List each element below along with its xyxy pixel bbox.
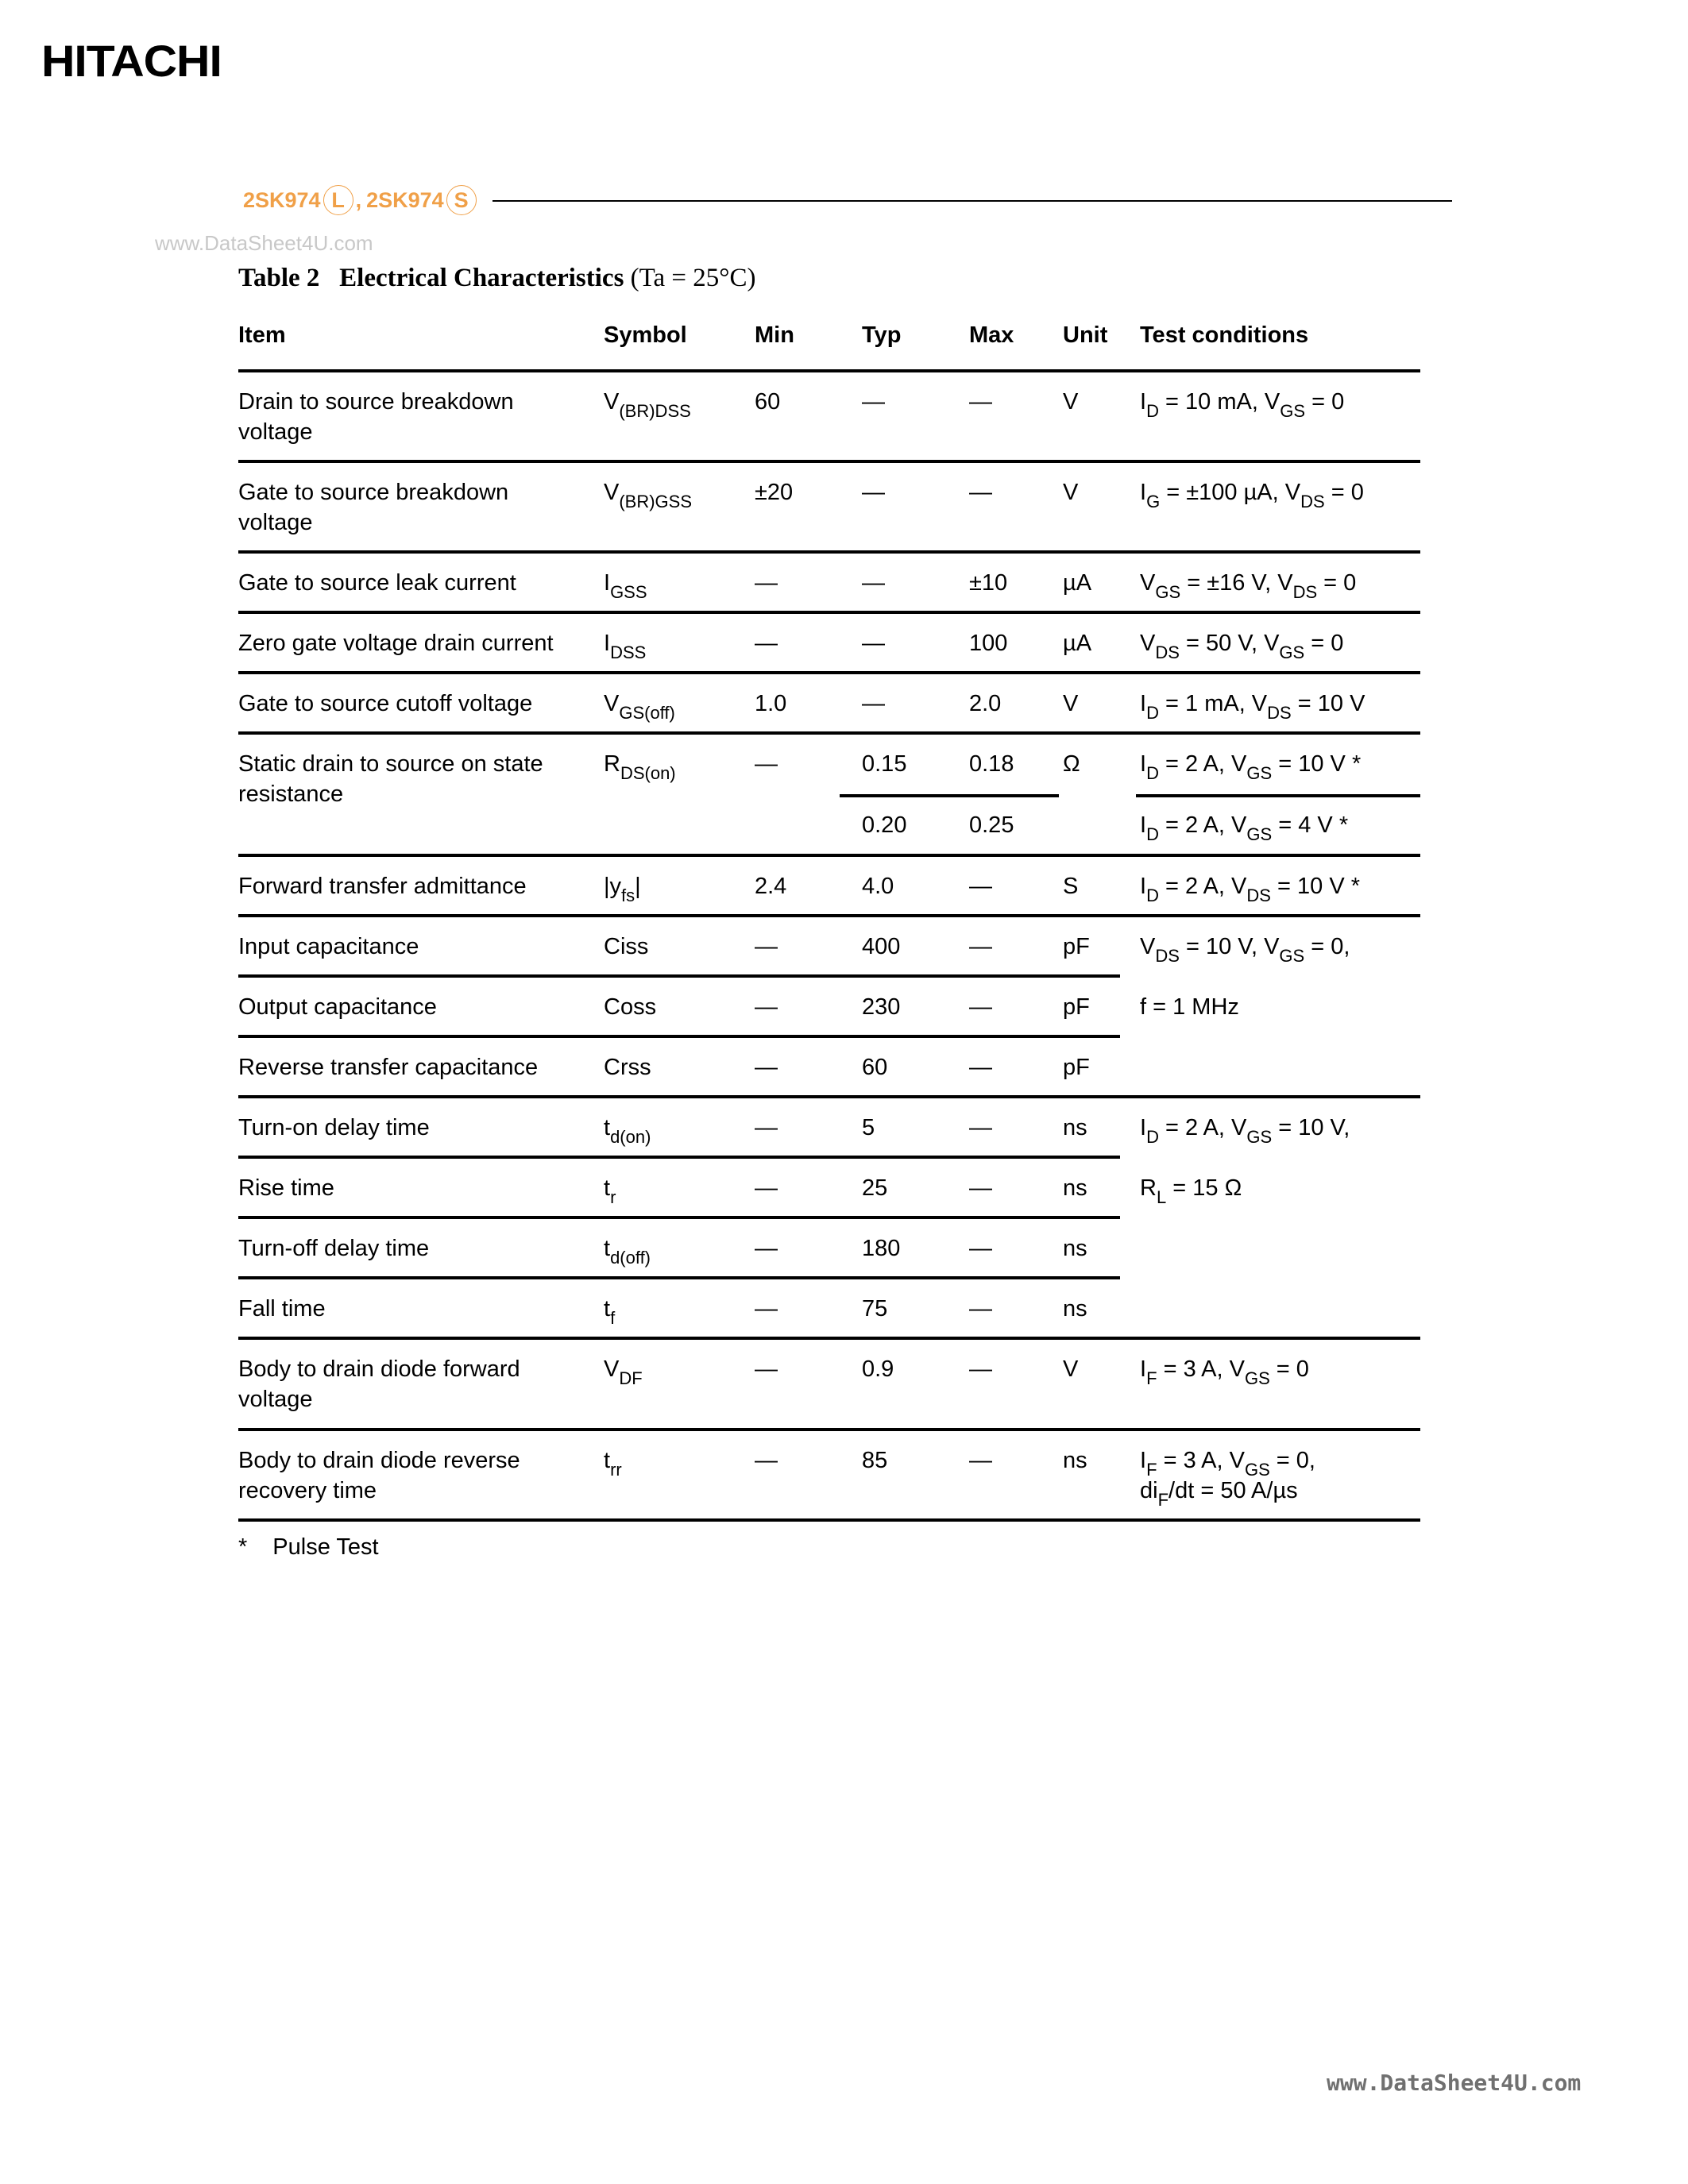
item-label: Gate to source leak current: [238, 570, 516, 596]
symbol-cell: [604, 1173, 616, 1205]
test-condition: [1140, 1113, 1350, 1147]
footnote-text: Pulse Test: [272, 1534, 379, 1560]
max-value: —: [969, 480, 992, 505]
symbol-main: V: [604, 691, 620, 716]
condition-text: V: [1140, 934, 1156, 959]
separator: ,: [355, 187, 362, 212]
condition-text: = 10 V, V: [1179, 934, 1280, 959]
condition-text: = 0: [1324, 480, 1364, 505]
min-value: 1.0: [755, 691, 787, 716]
condition-text: f = 1 MHz: [1140, 994, 1239, 1020]
item-label: Gate to source breakdown: [238, 480, 509, 505]
symbol-cell: [604, 992, 656, 1022]
condition-subscript: G: [1146, 492, 1161, 511]
typ-value: —: [862, 691, 885, 716]
variant-badge-l: L: [323, 185, 353, 215]
typ-value: —: [862, 631, 885, 656]
condition-subscript: L: [1156, 1187, 1167, 1207]
symbol-tail: |: [635, 874, 641, 899]
unit-value: Ω: [1063, 751, 1080, 777]
max-value: —: [969, 1115, 992, 1140]
max-value: —: [969, 1356, 992, 1382]
typ-value: 0.9: [862, 1356, 894, 1382]
typ-value: 25: [862, 1175, 888, 1201]
typ-value: 60: [862, 1055, 888, 1080]
item-label: Body to drain diode reverse: [238, 1448, 520, 1473]
item-label: Rise time: [238, 1175, 334, 1201]
condition-text: = 10 V *: [1272, 751, 1362, 777]
condition-text: = 4 V *: [1272, 812, 1349, 838]
condition-subscript: D: [1146, 763, 1159, 783]
symbol-subscript: d(off): [610, 1248, 651, 1268]
item-label: Turn-on delay time: [238, 1115, 430, 1140]
row-rule: [238, 671, 1420, 674]
symbol-main: Crss: [604, 1055, 651, 1080]
typ-value: 75: [862, 1296, 888, 1322]
header-rule: [238, 369, 1420, 372]
condition-subscript: DS: [1155, 946, 1180, 966]
symbol-cell: [604, 387, 691, 419]
condition-text: = 2 A, V: [1158, 1115, 1247, 1140]
max-value: —: [969, 1055, 992, 1080]
unit-value: pF: [1063, 934, 1090, 959]
condition-text: = 50 V, V: [1179, 631, 1280, 656]
condition-text: I: [1140, 874, 1147, 899]
item-label: Zero gate voltage drain current: [238, 631, 554, 656]
condition-subscript: D: [1146, 886, 1159, 905]
max-value: ±10: [969, 570, 1008, 596]
max-value: 100: [969, 631, 1008, 656]
part-number-1: 2SK974: [243, 187, 321, 212]
max-value: 2.0: [969, 691, 1002, 716]
row-rule: [238, 1518, 1420, 1522]
condition-subscript: GS: [1279, 946, 1305, 966]
column-header-test-conditions: Test conditions: [1140, 322, 1309, 348]
item-label: Static drain to source on state: [238, 751, 543, 777]
item-label: voltage: [238, 1387, 313, 1412]
symbol-main: V: [604, 1356, 620, 1382]
symbol-subscript: DF: [619, 1368, 643, 1388]
footnote: [238, 1534, 379, 1561]
condition-subscript: GS: [1246, 763, 1273, 783]
condition-text: = 10 V: [1291, 691, 1365, 716]
row-rule: [238, 611, 1420, 614]
row-rule: [238, 1428, 1420, 1431]
symbol-main: t: [604, 1175, 611, 1201]
condition-text: V: [1140, 570, 1156, 596]
condition-text: = 1 mA, V: [1158, 691, 1268, 716]
condition-subscript: DS: [1267, 703, 1292, 723]
condition-subscript: GS: [1279, 642, 1305, 662]
condition-text: = ±16 V, V: [1180, 570, 1293, 596]
min-value: —: [755, 570, 778, 596]
item-label: voltage: [238, 419, 313, 445]
condition-text: = 0,: [1304, 934, 1350, 959]
symbol-subscript: GSS: [610, 582, 647, 602]
row-rule: [238, 1216, 1120, 1219]
condition-text: = 3 A, V: [1157, 1448, 1245, 1473]
typ-value: 0.15: [862, 751, 907, 777]
condition-text: I: [1140, 480, 1147, 505]
condition-subscript: DS: [1292, 582, 1318, 602]
min-value: ±20: [755, 480, 794, 505]
sub-rule-typ-max: [840, 794, 1059, 797]
test-condition: [1140, 387, 1344, 419]
condition-text: I: [1140, 751, 1147, 777]
max-value: —: [969, 1236, 992, 1261]
item-label: Body to drain diode forward: [238, 1356, 520, 1382]
symbol-main: t: [604, 1236, 611, 1261]
condition-subscript: DS: [1155, 642, 1180, 662]
test-condition: [1140, 477, 1364, 509]
test-condition: [1140, 810, 1348, 842]
unit-value: V: [1063, 1356, 1079, 1382]
item-label: Drain to source breakdown: [238, 389, 514, 415]
min-value: —: [755, 751, 778, 777]
min-value: —: [755, 1175, 778, 1201]
row-rule: [238, 974, 1120, 978]
condition-text: /dt = 50 A/µs: [1168, 1478, 1298, 1503]
unit-value: V: [1063, 480, 1079, 505]
typ-value: —: [862, 389, 885, 415]
unit-value: ns: [1063, 1296, 1087, 1322]
variant-badge-s: S: [446, 185, 477, 215]
condition-text: = 2 A, V: [1158, 812, 1247, 838]
min-value: —: [755, 1055, 778, 1080]
symbol-subscript: fs: [621, 886, 635, 905]
row-rule: [238, 1276, 1120, 1279]
symbol-subscript: (BR)GSS: [619, 492, 693, 511]
footnote-mark: *: [238, 1534, 248, 1560]
symbol-cell: [604, 749, 676, 781]
typ-value: 0.20: [862, 812, 907, 838]
item-label: Output capacitance: [238, 994, 437, 1020]
symbol-cell: [604, 1445, 622, 1480]
test-condition: [1140, 628, 1343, 660]
typ-value: —: [862, 570, 885, 596]
condition-subscript: GS: [1246, 1127, 1273, 1147]
symbol-main: I: [604, 570, 611, 596]
test-condition: [1140, 992, 1239, 1022]
max-value: 0.25: [969, 812, 1014, 838]
test-condition: [1140, 749, 1361, 781]
condition-text: = 10 mA, V: [1158, 389, 1280, 415]
min-value: —: [755, 1448, 778, 1473]
condition-subscript: GS: [1246, 824, 1273, 844]
condition-text: = 0,: [1269, 1448, 1315, 1473]
row-rule: [238, 854, 1420, 857]
hitachi-logo: HITACHI: [41, 36, 222, 86]
condition-subscript: F: [1146, 1368, 1157, 1388]
sub-rule-conditions: [1136, 794, 1420, 797]
min-value: —: [755, 934, 778, 959]
item-label: resistance: [238, 781, 344, 807]
max-value: 0.18: [969, 751, 1014, 777]
symbol-cell: [604, 1294, 616, 1328]
condition-text: V: [1140, 631, 1156, 656]
test-condition: [1140, 568, 1356, 600]
condition-text: = 10 V *: [1270, 874, 1361, 899]
symbol-subscript: (BR)DSS: [619, 401, 691, 421]
test-condition: [1140, 1173, 1242, 1205]
condition-subscript: GS: [1280, 401, 1306, 421]
product-header: [243, 185, 479, 215]
min-value: 2.4: [755, 874, 787, 899]
unit-value: ns: [1063, 1115, 1087, 1140]
unit-value: ns: [1063, 1175, 1087, 1201]
column-header-max: Max: [969, 322, 1014, 348]
part-number-2: 2SK974: [366, 187, 444, 212]
condition-text: I: [1140, 812, 1147, 838]
item-label: recovery time: [238, 1478, 377, 1503]
condition-text: = 3 A, V: [1157, 1356, 1245, 1382]
item-label: Gate to source cutoff voltage: [238, 691, 533, 716]
typ-value: 230: [862, 994, 901, 1020]
typ-value: 5: [862, 1115, 875, 1140]
column-header-min: Min: [755, 322, 794, 348]
symbol-cell: [604, 477, 692, 509]
condition-text: I: [1140, 1356, 1147, 1382]
symbol-subscript: f: [610, 1308, 616, 1328]
row-rule: [238, 914, 1420, 917]
symbol-cell: [604, 871, 641, 903]
symbol-subscript: r: [610, 1187, 616, 1207]
typ-value: 4.0: [862, 874, 894, 899]
test-condition: [1140, 1445, 1315, 1480]
symbol-main: |y: [604, 874, 622, 899]
watermark-bottom[interactable]: www.DataSheet4U.com: [1327, 2070, 1582, 2096]
row-rule: [238, 1156, 1120, 1159]
symbol-subscript: DS(on): [620, 763, 676, 783]
typ-value: 400: [862, 934, 901, 959]
symbol-subscript: DSS: [610, 642, 647, 662]
max-value: —: [969, 389, 992, 415]
condition-text: = 2 A, V: [1158, 874, 1247, 899]
column-header-typ: Typ: [862, 322, 902, 348]
condition-text: = 10 V,: [1272, 1115, 1350, 1140]
min-value: —: [755, 994, 778, 1020]
condition-text: I: [1140, 1448, 1147, 1473]
symbol-cell: [604, 1052, 651, 1082]
symbol-main: V: [604, 480, 620, 505]
condition-subscript: F: [1157, 1490, 1169, 1510]
condition-text: = 0: [1304, 631, 1344, 656]
table-label: Table 2: [238, 264, 320, 292]
symbol-main: I: [604, 631, 611, 656]
test-condition: [1140, 1354, 1309, 1386]
max-value: —: [969, 934, 992, 959]
min-value: 60: [755, 389, 781, 415]
symbol-main: Coss: [604, 994, 657, 1020]
symbol-cell: [604, 568, 647, 600]
max-value: —: [969, 1296, 992, 1322]
symbol-subscript: d(on): [610, 1127, 651, 1147]
table-name: Electrical Characteristics: [339, 264, 624, 292]
symbol-cell: [604, 1113, 651, 1147]
test-condition: [1140, 871, 1360, 903]
symbol-main: R: [604, 751, 620, 777]
unit-value: V: [1063, 691, 1079, 716]
condition-text: = ±100 µA, V: [1160, 480, 1301, 505]
item-label: Fall time: [238, 1296, 326, 1322]
condition-subscript: D: [1146, 1127, 1159, 1147]
column-header-unit: Unit: [1063, 322, 1108, 348]
symbol-main: t: [604, 1448, 611, 1473]
condition-subscript: D: [1146, 401, 1159, 421]
condition-subscript: DS: [1246, 886, 1271, 905]
min-value: —: [755, 1236, 778, 1261]
watermark-top[interactable]: www.DataSheet4U.com: [155, 231, 373, 255]
condition-subscript: GS: [1244, 1368, 1270, 1388]
condition-subscript: DS: [1300, 492, 1325, 511]
test-condition: [1140, 1476, 1298, 1510]
unit-value: S: [1063, 874, 1079, 899]
table-title: [238, 264, 755, 293]
unit-value: pF: [1063, 994, 1090, 1020]
row-rule: [238, 1035, 1120, 1038]
max-value: —: [969, 874, 992, 899]
max-value: —: [969, 1448, 992, 1473]
typ-value: 85: [862, 1448, 888, 1473]
column-header-symbol: Symbol: [604, 322, 687, 348]
table-condition: (Ta = 25°C): [630, 264, 756, 292]
condition-text: I: [1140, 691, 1147, 716]
symbol-subscript: rr: [610, 1460, 622, 1480]
row-rule: [238, 550, 1420, 554]
test-condition: [1140, 932, 1350, 966]
condition-subscript: D: [1146, 824, 1159, 844]
max-value: —: [969, 1175, 992, 1201]
min-value: —: [755, 1115, 778, 1140]
item-label: Turn-off delay time: [238, 1236, 430, 1261]
min-value: —: [755, 1296, 778, 1322]
symbol-main: V: [604, 389, 620, 415]
item-label: Reverse transfer capacitance: [238, 1055, 539, 1080]
typ-value: —: [862, 480, 885, 505]
symbol-cell: [604, 1233, 651, 1268]
condition-text: = 15 Ω: [1166, 1175, 1242, 1201]
unit-value: ns: [1063, 1448, 1087, 1473]
condition-subscript: F: [1146, 1460, 1157, 1480]
symbol-cell: [604, 628, 646, 660]
row-rule: [238, 1337, 1420, 1340]
column-header-item: Item: [238, 322, 286, 348]
unit-value: ns: [1063, 1236, 1087, 1261]
symbol-cell: [604, 1354, 643, 1386]
symbol-subscript: GS(off): [619, 703, 675, 723]
condition-subscript: D: [1146, 703, 1159, 723]
condition-text: = 0: [1305, 389, 1345, 415]
min-value: —: [755, 1356, 778, 1382]
row-rule: [238, 460, 1420, 463]
condition-subscript: GS: [1155, 582, 1181, 602]
unit-value: µA: [1063, 570, 1092, 596]
condition-text: = 0: [1269, 1356, 1309, 1382]
item-label: Forward transfer admittance: [238, 874, 527, 899]
condition-text: di: [1140, 1478, 1158, 1503]
header-rule: [492, 200, 1452, 202]
unit-value: µA: [1063, 631, 1092, 656]
typ-value: 180: [862, 1236, 901, 1261]
row-rule: [238, 731, 1420, 735]
condition-text: = 2 A, V: [1158, 751, 1247, 777]
unit-value: V: [1063, 389, 1079, 415]
symbol-main: t: [604, 1296, 611, 1322]
condition-text: I: [1140, 389, 1147, 415]
symbol-main: t: [604, 1115, 611, 1140]
item-label: voltage: [238, 510, 313, 535]
max-value: —: [969, 994, 992, 1020]
test-condition: [1140, 689, 1365, 723]
condition-text: = 0: [1317, 570, 1357, 596]
condition-text: R: [1140, 1175, 1157, 1201]
symbol-cell: [604, 689, 675, 723]
condition-subscript: GS: [1244, 1460, 1270, 1480]
unit-value: pF: [1063, 1055, 1090, 1080]
min-value: —: [755, 631, 778, 656]
condition-text: I: [1140, 1115, 1147, 1140]
symbol-main: Ciss: [604, 934, 649, 959]
item-label: Input capacitance: [238, 934, 419, 959]
symbol-cell: [604, 932, 648, 962]
row-rule: [238, 1095, 1420, 1098]
